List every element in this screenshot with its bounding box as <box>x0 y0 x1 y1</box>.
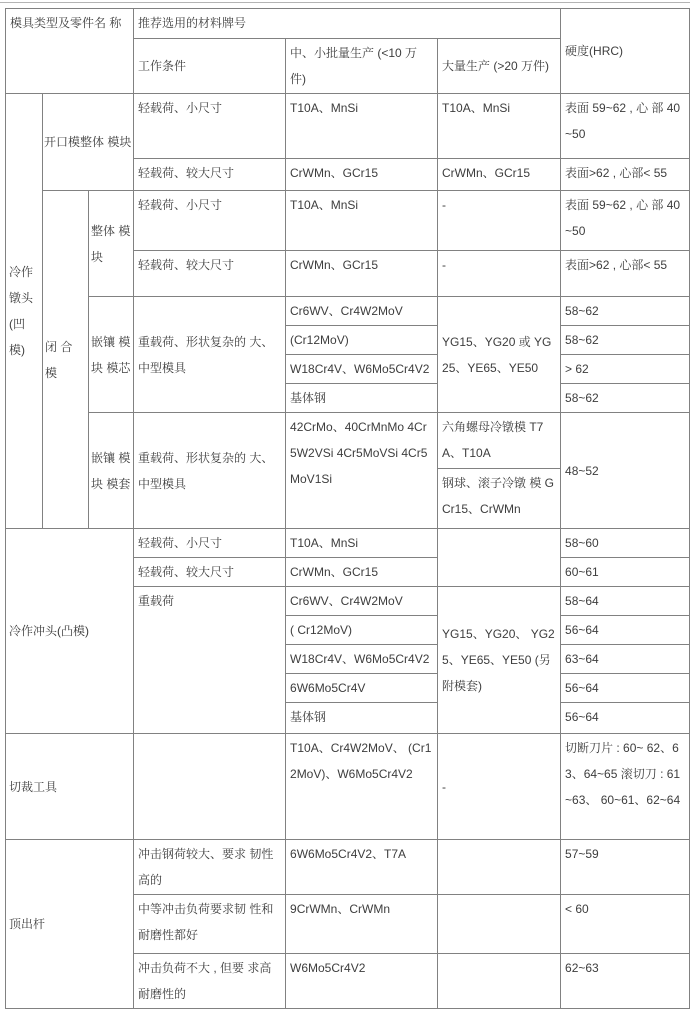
section-cold-punch-label: 冷作冲头(凸模) <box>6 529 134 734</box>
cell-material-small-batch: 6W6Mo5Cr4V <box>286 674 438 703</box>
cell-material-mass: YG15、YG20、 YG25、YE65、YE50 (另附模套) <box>438 587 561 734</box>
cell-condition: 轻载荷、小尺寸 <box>134 529 286 558</box>
cell-hardness: 58~62 <box>561 326 690 355</box>
cell-hardness: 58~62 <box>561 384 690 413</box>
cell-condition <box>134 734 286 840</box>
cell-condition: 轻载荷、小尺寸 <box>134 191 286 251</box>
cell-condition: 轻载荷、较大尺寸 <box>134 251 286 297</box>
cell-material-small-batch: CrWMn、GCr15 <box>286 251 438 297</box>
cell-hardness: 表面>62 , 心部< 55 <box>561 251 690 297</box>
cell-material-small-batch: 6W6Mo5Cr4V2、T7A <box>286 840 438 895</box>
cell-material-mass: - <box>438 191 561 251</box>
cell-material-mass <box>438 840 561 895</box>
cell-condition: 冲击钢荷较大、要求 韧性高的 <box>134 840 286 895</box>
cell-hardness: 57~59 <box>561 840 690 895</box>
cell-hardness: 表面>62 , 心部< 55 <box>561 159 690 191</box>
cell-condition: 重载荷 <box>134 587 286 734</box>
cell-hardness: < 60 <box>561 895 690 954</box>
page-top-rule <box>0 2 690 3</box>
cell-hardness: 56~64 <box>561 674 690 703</box>
cell-material-mass <box>438 895 561 954</box>
section-cutting-tools-label: 切裁工具 <box>6 734 134 840</box>
header-small-batch: 中、小批量生产 (<10 万件) <box>286 39 438 94</box>
section-integral-module-label: 整体 模块 <box>89 191 134 297</box>
cell-material-mass <box>438 954 561 1009</box>
cell-material-mass: T10A、MnSi <box>438 94 561 159</box>
cell-hardness: 56~64 <box>561 703 690 734</box>
cell-material-small-batch: T10A、MnSi <box>286 94 438 159</box>
section-insert-core-label: 嵌镶 模块 模芯 <box>89 297 134 413</box>
cell-hardness: 切断刀片 : 60~ 62、63、64~65 滚切刀 : 61~63、 60~61、62~64 <box>561 734 690 840</box>
cell-condition: 轻载荷、较大尺寸 <box>134 558 286 587</box>
cell-material-mass: 六角螺母冷镦模 T7A、T10A <box>438 413 561 469</box>
cell-condition: 重载荷、形状复杂的 大、中型模具 <box>134 297 286 413</box>
header-material-group: 推荐选用的材料牌号 <box>134 9 561 39</box>
cell-material-mass: - <box>438 734 561 840</box>
cell-material-mass: 钢球、滚子冷镦 模 GCr15、CrWMn <box>438 469 561 529</box>
cell-material-small-batch: 基体钢 <box>286 384 438 413</box>
section-closed-die-label: 闭 合 模 <box>43 191 89 529</box>
cell-material-small-batch: ( Cr12MoV) <box>286 616 438 645</box>
cell-material-small-batch: (Cr12MoV) <box>286 326 438 355</box>
header-die-type: 模具类型及零件名 称 <box>6 9 134 94</box>
section-insert-sleeve-label: 嵌镶 模块 模套 <box>89 413 134 529</box>
cell-condition: 轻载荷、较大尺寸 <box>134 159 286 191</box>
cell-hardness: 表面 59~62 , 心 部 40~50 <box>561 191 690 251</box>
cell-material-small-batch: Cr6WV、Cr4W2MoV <box>286 297 438 326</box>
header-work-condition: 工作条件 <box>134 39 286 94</box>
cell-hardness: > 62 <box>561 355 690 384</box>
cell-material-mass: - <box>438 251 561 297</box>
cell-material-mass: YG15、YG20 或 YG25、YE65、YE50 <box>438 297 561 413</box>
cell-hardness: 58~62 <box>561 297 690 326</box>
header-hardness: 硬度(HRC) <box>561 9 690 94</box>
cell-condition: 冲击负荷不大 , 但要 求高耐磨性的 <box>134 954 286 1009</box>
cell-material-small-batch: T10A、MnSi <box>286 191 438 251</box>
cell-condition: 轻载荷、小尺寸 <box>134 94 286 159</box>
cell-material-small-batch: T10A、MnSi <box>286 529 438 558</box>
cell-material-mass: CrWMn、GCr15 <box>438 159 561 191</box>
cell-material-small-batch: T10A、Cr4W2MoV、 (Cr12MoV)、W6Mo5Cr4V2 <box>286 734 438 840</box>
cell-material-small-batch: CrWMn、GCr15 <box>286 159 438 191</box>
section-cold-die-label: 冷作 镦头 (凹 模) <box>6 94 43 529</box>
header-mass-production: 大量生产 (>20 万件) <box>438 39 561 94</box>
cell-hardness: 58~64 <box>561 587 690 616</box>
cell-material-small-batch: 9CrWMn、CrWMn <box>286 895 438 954</box>
cell-material-mass <box>438 529 561 587</box>
cell-hardness: 48~52 <box>561 413 690 529</box>
section-ejector-label: 顶出杆 <box>6 840 134 1009</box>
cell-hardness: 60~61 <box>561 558 690 587</box>
cell-hardness: 63~64 <box>561 645 690 674</box>
section-open-die-label: 开口模整体 模块 <box>43 94 134 191</box>
cell-condition: 重载荷、形状复杂的 大、中型模具 <box>134 413 286 529</box>
cell-hardness: 56~64 <box>561 616 690 645</box>
cell-condition: 中等冲击负荷要求韧 性和耐磨性都好 <box>134 895 286 954</box>
cell-material-small-batch: 42CrMo、40CrMnMo 4Cr5W2VSi 4Cr5MoVSi 4Cr5MoV1Si <box>286 413 438 529</box>
cell-hardness: 表面 59~62 , 心 部 40~50 <box>561 94 690 159</box>
cell-hardness: 58~60 <box>561 529 690 558</box>
cell-material-small-batch: W6Mo5Cr4V2 <box>286 954 438 1009</box>
cell-material-small-batch: CrWMn、GCr15 <box>286 558 438 587</box>
cell-hardness: 62~63 <box>561 954 690 1009</box>
cell-material-small-batch: W18Cr4V、W6Mo5Cr4V2 <box>286 645 438 674</box>
die-material-table <box>5 8 690 1009</box>
cell-material-small-batch: W18Cr4V、W6Mo5Cr4V2 <box>286 355 438 384</box>
cell-material-small-batch: Cr6WV、Cr4W2MoV <box>286 587 438 616</box>
cell-material-small-batch: 基体钢 <box>286 703 438 734</box>
